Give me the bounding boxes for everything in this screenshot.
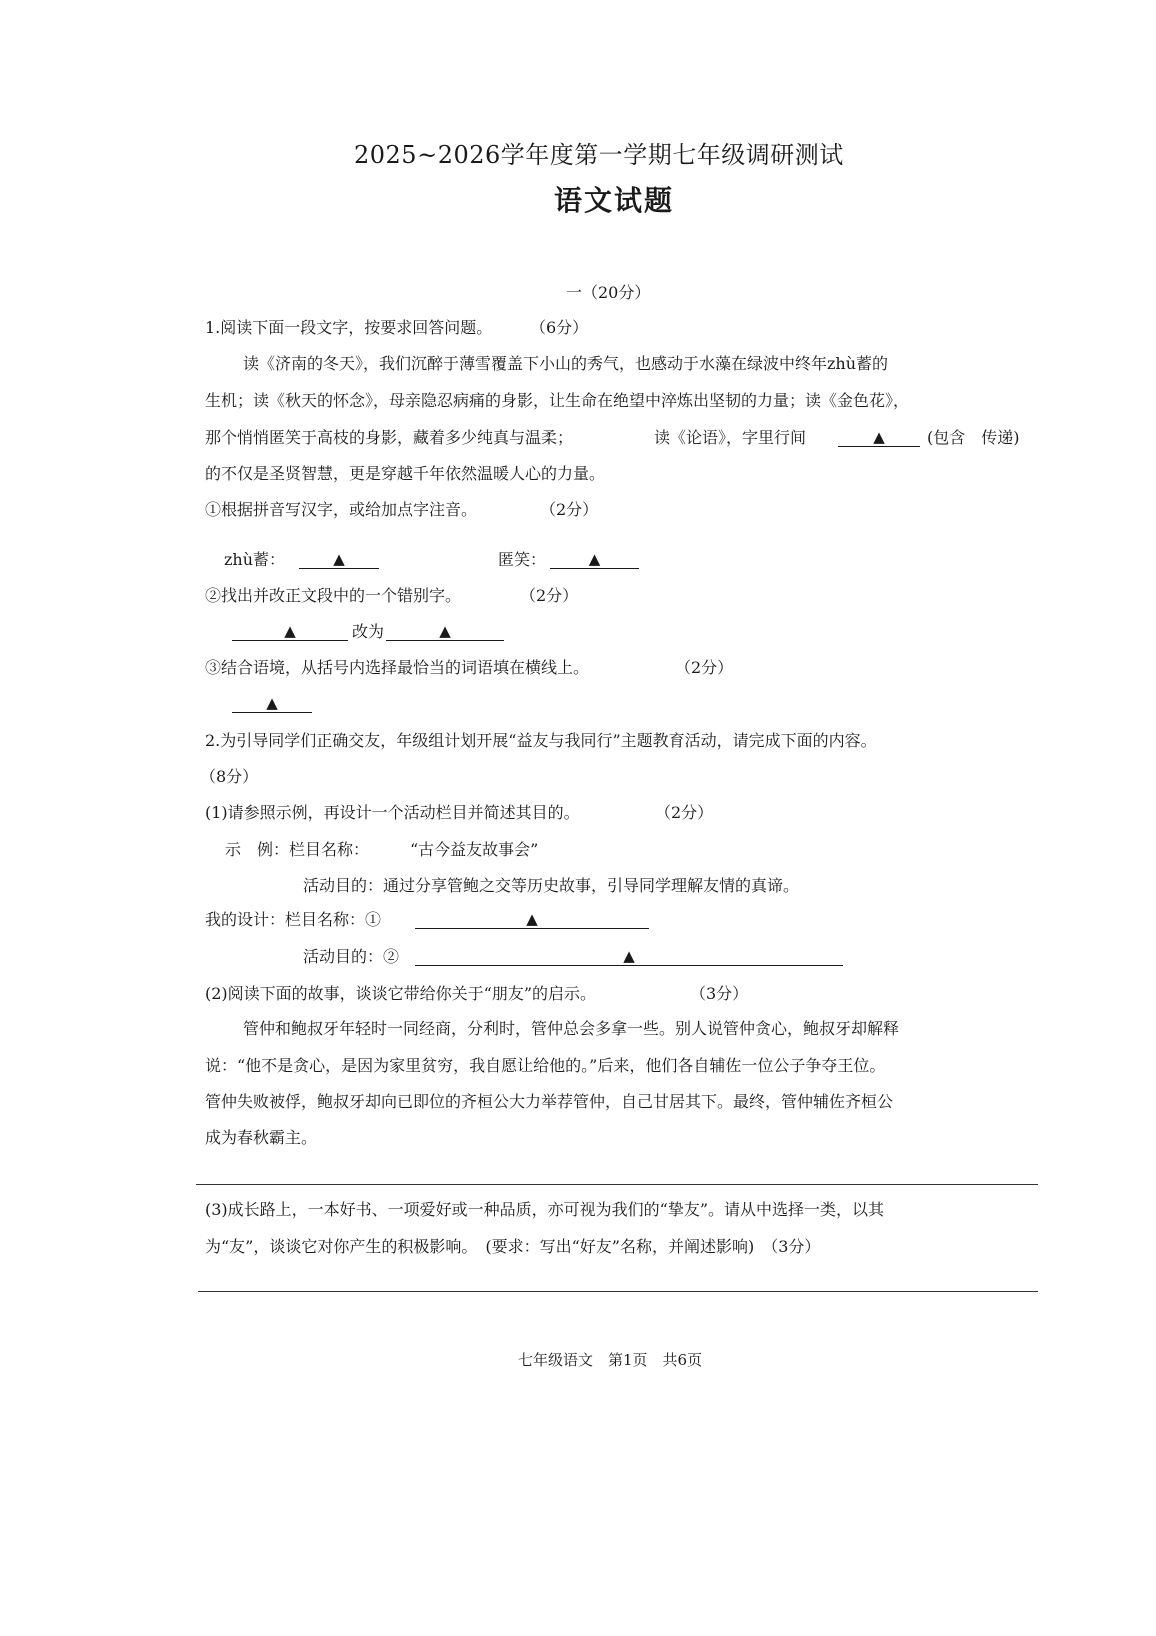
question-2-score: （8分）	[200, 767, 259, 786]
answer-area-top-rule	[196, 1184, 1038, 1185]
pinyin-label: zhù蓄：	[224, 550, 286, 569]
subquestion-1-score: （2分）	[540, 500, 599, 519]
subquestion-2: ②找出并改正文段中的一个错别字。	[205, 586, 462, 605]
part-2-prompt: (2)阅读下面的故事，谈谈它带给你关于“朋友”的启示。	[205, 984, 597, 1003]
exam-title: 2025~2026学年度第一学期七年级调研测试	[354, 141, 844, 169]
design-purpose-label: 活动目的：②	[303, 947, 400, 966]
example-label: 示 例：栏目名称：	[225, 840, 370, 859]
passage-line-3a: 那个悄悄匿笑于高枝的身影，藏着多少纯真与温柔；	[205, 428, 574, 447]
answer-blank[interactable]: ▲	[232, 622, 348, 641]
answer-blank[interactable]: ▲	[838, 428, 920, 447]
part-3-prompt-line-2: 为“友”，谈谈它对你产生的积极影响。 (要求：写出“好友”名称，并阐述影响) （3分）	[205, 1237, 821, 1256]
story-line-1: 管仲和鲍叔牙年轻时一同经商，分利时，管仲总会多拿一些。别人说管仲贪心，鲍叔牙却解释	[243, 1019, 900, 1038]
subquestion-3-score: （2分）	[675, 658, 734, 677]
question-2-stem: 2.为引导同学们正确交友，年级组计划开展“益友与我同行”主题教育活动，请完成下面的内容。	[205, 731, 877, 750]
subquestion-1: ①根据拼音写汉字，或给加点字注音。	[205, 500, 478, 519]
phonetic-label: 匿笑：	[498, 550, 547, 569]
answer-blank[interactable]: ▲	[415, 910, 649, 929]
subquestion-2-score: （2分）	[520, 586, 579, 605]
answer-blank[interactable]: ▲	[299, 550, 379, 569]
story-line-4: 成为春秋霸主。	[205, 1128, 318, 1147]
part-1-score: （2分）	[655, 803, 714, 822]
passage-line-3b: 读《论语》，字里行间	[654, 428, 807, 447]
answer-blank[interactable]: ▲	[386, 622, 504, 641]
part-3-prompt-line-1: (3)成长路上，一本好书、一项爱好或一种品质，亦可视为我们的“挚友”。请从中选择一类，以其	[205, 1200, 885, 1219]
part-1-prompt: (1)请参照示例，再设计一个活动栏目并简述其目的。	[205, 803, 580, 822]
story-line-3: 管仲失败被俘，鲍叔牙却向已即位的齐桓公大力举荐管仲，自己甘居其下。最终，管仲辅佐齐桓公	[205, 1092, 894, 1111]
question-1-stem: 1.阅读下面一段文字，按要求回答问题。	[205, 318, 493, 337]
example-column-name: “古今益友故事会”	[410, 840, 539, 859]
answer-blank[interactable]: ▲	[232, 694, 312, 713]
story-line-2: 说：“他不是贪心，是因为家里贫穷，我自愿让给他的。”后来，他们各自辅佐一位公子争夺王位。	[205, 1056, 886, 1075]
section-heading: 一（20分）	[566, 283, 651, 302]
design-label: 我的设计：栏目名称：①	[205, 910, 382, 929]
answer-blank[interactable]: ▲	[550, 550, 639, 569]
example-purpose: 活动目的：通过分享管鲍之交等历史故事，引导同学理解友情的真谛。	[303, 876, 800, 895]
word-choice-options: (包含 传递)	[927, 428, 1020, 447]
passage-line-1: 读《济南的冬天》，我们沉醉于薄雪覆盖下小山的秀气，也感动于水藻在绿波中终年zhù蓄的	[243, 354, 889, 373]
subquestion-3: ③结合语境，从括号内选择最恰当的词语填在横线上。	[205, 658, 590, 677]
passage-line-2: 生机；读《秋天的怀念》，母亲隐忍病痛的身影，让生命在绝望中淬炼出坚韧的力量；读《金色花》，	[205, 391, 910, 410]
correction-label: 改为	[352, 622, 385, 641]
question-1-score: （6分）	[530, 318, 589, 337]
exam-subject-title: 语文试题	[554, 184, 675, 217]
passage-line-4: 的不仅是圣贤智慧，更是穿越千年依然温暖人心的力量。	[205, 464, 606, 483]
answer-area-bottom-rule	[198, 1291, 1038, 1292]
part-2-score: （3分）	[690, 984, 749, 1003]
answer-blank[interactable]: ▲	[415, 947, 843, 966]
page-footer: 七年级语文 第1页 共6页	[518, 1351, 703, 1369]
